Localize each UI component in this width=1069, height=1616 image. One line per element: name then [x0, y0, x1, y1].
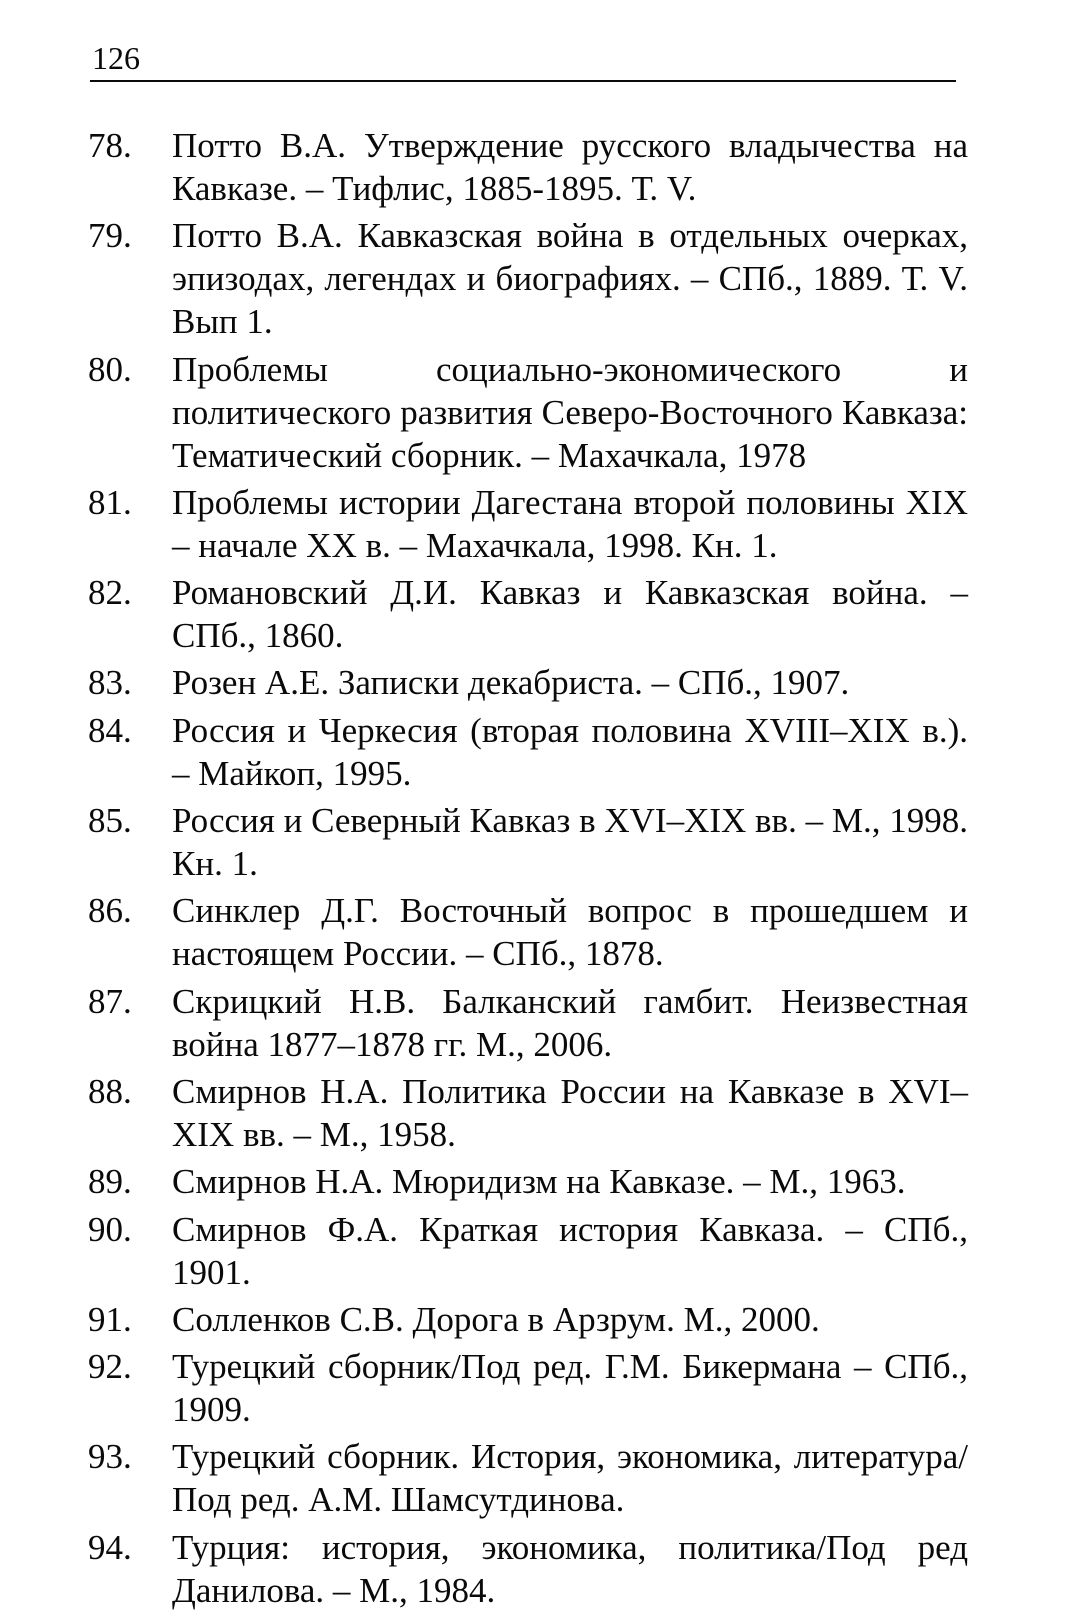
entry-number: 90.: [88, 1209, 132, 1249]
entry-text: Солленков С.В. Дорога в Арзрум. М., 2000.: [172, 1299, 820, 1339]
entry-number: 89.: [88, 1162, 132, 1202]
entry-text: Россия и Северный Кавказ в XVI–XIX вв. – М., 1998. Кн. 1.: [172, 801, 968, 884]
entry-text: Потто В.А. Кавказская война в отдельных очерках, эпизодах, легендах и биографиях. – СПб., 1889. Т. V. Вып 1.: [172, 216, 968, 342]
entry-text: Турецкий сборник/Под ред. Г.М. Бикермана – СПб., 1909.: [172, 1347, 968, 1430]
entry-text: Смирнов Ф.А. Краткая история Кавказа. – СПб., 1901.: [172, 1209, 968, 1292]
entry-number: 80.: [88, 349, 132, 389]
entry-number: 82.: [88, 573, 132, 613]
entry-number: 92.: [88, 1347, 132, 1387]
bibliography-entry: [88, 1345, 968, 1431]
bibliography-entry: [88, 980, 968, 1066]
page-number: 126: [92, 40, 140, 76]
entry-text: Потто В.А. Утверждение русского владычества на Кавказе. – Тифлис, 1885-1895. Т. V.: [172, 126, 968, 208]
bibliography-entry: [88, 571, 968, 657]
entry-text: Проблемы истории Дагестана второй половины XIX – начале XX в. – Махачкала, 1998. Кн. 1.: [172, 482, 968, 565]
entry-number: 94.: [88, 1527, 132, 1567]
bibliography-entry: [88, 481, 968, 567]
entry-number: 86.: [88, 891, 132, 931]
entry-text: Проблемы социально-экономического и политического развития Северо-Восточного Кавказа: Тематический сборник. – Махачкала, 1978: [172, 349, 968, 475]
bibliography-entry: [88, 1160, 968, 1203]
bibliography-entry: [88, 124, 968, 210]
bibliography-entry: [88, 1526, 968, 1612]
entry-number: 81.: [88, 482, 132, 522]
bibliography-entry: [88, 348, 968, 477]
bibliography-entry: [88, 799, 968, 885]
entry-number: 79.: [88, 216, 132, 256]
bibliography-entry: [88, 1208, 968, 1294]
bibliography-entry: [88, 1070, 968, 1156]
entry-number: 87.: [88, 981, 132, 1021]
entry-text: Розен А.Е. Записки декабриста. – СПб., 1907.: [172, 663, 850, 703]
entry-text: Россия и Черкесия (вторая половина XVIII–XIX в.). – Майкоп, 1995.: [172, 710, 968, 793]
bibliography-entry: [88, 661, 968, 704]
entry-number: 85.: [88, 801, 132, 841]
entry-text: Турецкий сборник. История, экономика, литература/Под ред. А.М. Шамсутдинова.: [172, 1437, 968, 1520]
bibliography-entry: [88, 889, 968, 975]
entry-text: Романовский Д.И. Кавказ и Кавказская война. – СПб., 1860.: [172, 573, 968, 656]
bibliography-entry: [88, 709, 968, 795]
entry-text: Смирнов Н.А. Политика России на Кавказе в XVI–XIX вв. – М., 1958.: [172, 1071, 968, 1154]
header-rule: [90, 80, 956, 82]
entry-text: Скрицкий Н.В. Балканский гамбит. Неизвестная война 1877–1878 гг. М., 2006.: [172, 981, 968, 1064]
entry-number: 78.: [88, 126, 132, 165]
entry-number: 83.: [88, 663, 132, 703]
entry-text: Синклер Д.Г. Восточный вопрос в прошедшем и настоящем России. – СПб., 1878.: [172, 891, 968, 974]
entry-text: Турция: история, экономика, политика/Под ред Данилова. – М., 1984.: [172, 1527, 968, 1610]
entry-text: Смирнов Н.А. Мюридизм на Кавказе. – М., 1963.: [172, 1162, 906, 1202]
entry-number: 84.: [88, 710, 132, 750]
bibliography-entry: [88, 1298, 968, 1341]
bibliography-list: [88, 124, 968, 1616]
bibliography-entry: [88, 1435, 968, 1521]
entry-number: 91.: [88, 1299, 132, 1339]
entry-number: 88.: [88, 1071, 132, 1111]
bibliography-entry: [88, 214, 968, 343]
entry-number: 93.: [88, 1437, 132, 1477]
